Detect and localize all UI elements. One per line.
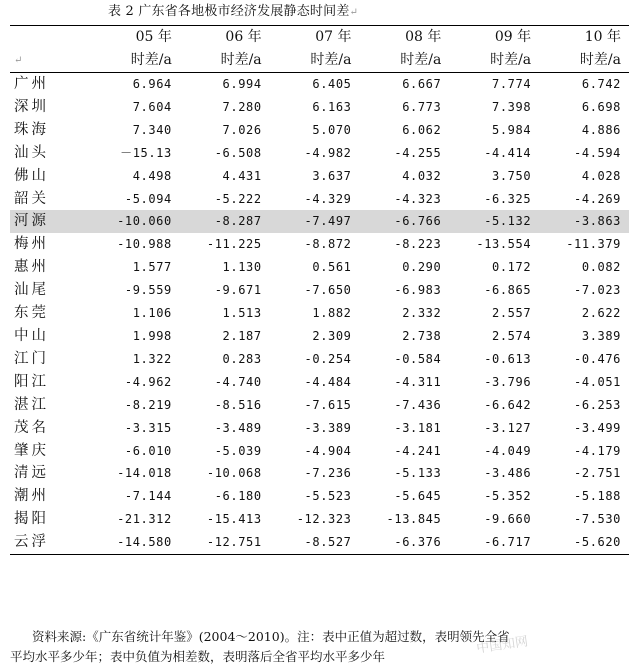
table-row bbox=[10, 371, 629, 394]
value-cell: 3.389 bbox=[581, 328, 621, 343]
value-cell: 2.622 bbox=[581, 306, 621, 321]
year-header: 08 年 bbox=[360, 26, 450, 49]
value-cell: 7.604 bbox=[132, 99, 172, 114]
note-line-2: 平均水平多少年；表中负值为相差数，表明落后全省平均水平多少年 bbox=[10, 649, 386, 664]
value-cell: -3.181 bbox=[394, 420, 442, 435]
value-cell: 4.886 bbox=[581, 122, 621, 137]
table-row bbox=[10, 440, 629, 463]
city-cell: 深圳 bbox=[14, 98, 49, 115]
table-row bbox=[10, 417, 629, 440]
value-cell: -8.516 bbox=[214, 397, 262, 412]
unit-header: 时差/a bbox=[449, 48, 539, 73]
city-cell: 汕头 bbox=[14, 144, 49, 161]
value-cell: -0.584 bbox=[394, 351, 442, 366]
unit-header: 时差/a bbox=[360, 48, 450, 73]
value-cell: -7.436 bbox=[394, 397, 442, 412]
value-cell: -4.179 bbox=[574, 443, 621, 458]
value-cell: -6.010 bbox=[124, 443, 172, 458]
value-cell: 6.062 bbox=[402, 122, 442, 137]
value-cell: 1.577 bbox=[132, 260, 172, 275]
value-cell: -7.615 bbox=[304, 397, 352, 412]
value-cell: 6.698 bbox=[581, 99, 621, 114]
unit-header: 时差/a bbox=[270, 48, 360, 73]
value-cell: -8.872 bbox=[304, 237, 352, 252]
value-cell: 7.026 bbox=[222, 122, 262, 137]
city-cell: 佛山 bbox=[14, 167, 49, 184]
value-cell: 1.882 bbox=[312, 306, 352, 321]
value-cell: -10.988 bbox=[117, 237, 172, 252]
time-difference-table bbox=[10, 25, 629, 555]
value-cell: -5.645 bbox=[394, 489, 442, 504]
value-cell: -5.039 bbox=[214, 443, 262, 458]
watermark: 中国知网 bbox=[475, 634, 530, 657]
value-cell: -3.796 bbox=[484, 374, 532, 389]
city-cell: 湛江 bbox=[14, 396, 49, 413]
value-cell: 0.290 bbox=[402, 260, 442, 275]
value-cell: -14.580 bbox=[90, 531, 180, 554]
table-row bbox=[10, 348, 629, 371]
value-cell: 2.309 bbox=[312, 328, 352, 343]
value-cell: -6.865 bbox=[484, 283, 532, 298]
value-cell: -11.225 bbox=[206, 237, 262, 252]
table-row bbox=[10, 485, 629, 508]
value-cell: -0.254 bbox=[304, 351, 352, 366]
value-cell: -3.389 bbox=[304, 420, 352, 435]
value-cell: 3.750 bbox=[492, 168, 532, 183]
city-cell: 广州 bbox=[14, 76, 49, 92]
value-cell: -9.671 bbox=[214, 283, 262, 298]
value-cell: 6.405 bbox=[312, 77, 352, 91]
value-cell: -4.414 bbox=[484, 145, 532, 160]
value-cell: -8.219 bbox=[124, 397, 172, 412]
value-cell: 1.322 bbox=[132, 351, 172, 366]
unit-header: 时差/a bbox=[180, 48, 270, 73]
value-cell: -5.352 bbox=[484, 489, 532, 504]
value-cell: 7.340 bbox=[132, 122, 172, 137]
value-cell: -9.559 bbox=[124, 283, 172, 298]
value-cell: -4.904 bbox=[304, 443, 352, 458]
year-header: 06 年 bbox=[180, 26, 270, 49]
year-header: 10 年 bbox=[539, 26, 629, 49]
unit-header: 时差/a bbox=[90, 48, 180, 73]
city-cell: 河源 bbox=[10, 210, 90, 233]
value-cell: -6.717 bbox=[449, 531, 539, 554]
value-cell: -4.051 bbox=[574, 374, 621, 389]
value-cell: -8.527 bbox=[270, 531, 360, 554]
table-title-text: 表 2 广东省各地极市经济发展静态时间差 bbox=[108, 4, 350, 19]
note-line-1: 资料来源:《广东省统计年鉴》(2004～2010)。注：表中正值为超过数，表明领先全省 bbox=[32, 629, 510, 644]
table-body bbox=[10, 73, 629, 555]
value-cell: 7.774 bbox=[492, 77, 532, 91]
city-cell: 肇庆 bbox=[14, 442, 49, 459]
value-cell: -10.060 bbox=[90, 210, 180, 233]
value-cell: -4.484 bbox=[304, 374, 352, 389]
value-cell: 5.984 bbox=[492, 122, 532, 137]
value-cell: -6.376 bbox=[360, 531, 450, 554]
value-cell: -4.962 bbox=[124, 374, 172, 389]
unit-header: 时差/a bbox=[539, 48, 629, 73]
value-cell: -5.094 bbox=[124, 191, 172, 206]
table-row bbox=[10, 394, 629, 417]
table-header bbox=[10, 26, 629, 73]
table-row bbox=[10, 142, 629, 165]
value-cell: -3.127 bbox=[484, 420, 532, 435]
value-cell: －15.13 bbox=[120, 145, 172, 160]
value-cell: -7.497 bbox=[270, 210, 360, 233]
value-cell: -5.222 bbox=[214, 191, 262, 206]
value-cell: -3.499 bbox=[574, 420, 621, 435]
value-cell: 6.773 bbox=[402, 99, 442, 114]
value-cell: -21.312 bbox=[117, 512, 172, 527]
value-cell: 4.498 bbox=[132, 168, 172, 183]
value-cell: -12.751 bbox=[180, 531, 270, 554]
city-cell: 韶关 bbox=[14, 190, 49, 207]
value-cell: 7.280 bbox=[222, 99, 262, 114]
city-cell: 云浮 bbox=[10, 531, 90, 554]
table-row bbox=[10, 325, 629, 348]
value-cell: 7.398 bbox=[492, 99, 532, 114]
value-cell: 1.130 bbox=[222, 260, 262, 275]
value-cell: -15.413 bbox=[206, 512, 262, 527]
value-cell: 2.332 bbox=[402, 306, 442, 321]
value-cell: 4.028 bbox=[581, 168, 621, 183]
value-cell: -3.315 bbox=[124, 420, 172, 435]
value-cell: -3.863 bbox=[539, 210, 629, 233]
value-cell: 0.561 bbox=[312, 260, 352, 275]
value-cell: 0.082 bbox=[581, 260, 621, 275]
table-row bbox=[10, 462, 629, 485]
value-cell: -6.508 bbox=[214, 145, 262, 160]
value-cell: -7.236 bbox=[304, 466, 352, 481]
table-row bbox=[10, 302, 629, 325]
value-cell: -4.049 bbox=[484, 443, 532, 458]
year-header: 05 年 bbox=[90, 26, 180, 49]
city-cell: 中山 bbox=[14, 327, 49, 344]
city-cell: 潮州 bbox=[14, 488, 49, 505]
value-cell: -4.269 bbox=[574, 191, 621, 206]
value-cell: -7.023 bbox=[574, 283, 621, 298]
city-cell: 东莞 bbox=[14, 305, 49, 322]
value-cell: -4.740 bbox=[214, 374, 262, 389]
source-note bbox=[10, 627, 629, 667]
city-cell: 汕尾 bbox=[14, 282, 49, 299]
value-cell: -4.982 bbox=[304, 145, 352, 160]
value-cell: 6.667 bbox=[402, 77, 442, 91]
value-cell: -9.660 bbox=[484, 512, 532, 527]
city-cell: 江门 bbox=[14, 350, 49, 367]
value-cell: -6.766 bbox=[360, 210, 450, 233]
city-cell: 茂名 bbox=[14, 419, 49, 436]
value-cell: -4.241 bbox=[394, 443, 442, 458]
value-cell: -6.325 bbox=[484, 191, 532, 206]
value-cell: 6.964 bbox=[132, 77, 172, 91]
table-row bbox=[10, 188, 629, 211]
value-cell: 5.070 bbox=[312, 122, 352, 137]
paragraph-mark: ↵ bbox=[349, 7, 359, 18]
year-header: 07 年 bbox=[270, 26, 360, 49]
value-cell: -6.642 bbox=[484, 397, 532, 412]
value-cell: -3.486 bbox=[484, 466, 532, 481]
value-cell: 6.163 bbox=[312, 99, 352, 114]
value-cell: -4.329 bbox=[304, 191, 352, 206]
value-cell: 6.742 bbox=[581, 77, 621, 91]
value-cell: -5.188 bbox=[574, 489, 621, 504]
value-cell: -7.530 bbox=[574, 512, 621, 527]
value-cell: 1.106 bbox=[132, 306, 172, 321]
value-cell: -6.983 bbox=[394, 283, 442, 298]
value-cell: -12.323 bbox=[296, 512, 352, 527]
table-row bbox=[10, 531, 629, 554]
value-cell: -6.180 bbox=[214, 489, 262, 504]
header-corner bbox=[10, 26, 90, 49]
value-cell: -14.018 bbox=[117, 466, 172, 481]
value-cell: 2.187 bbox=[222, 328, 262, 343]
value-cell: -8.287 bbox=[180, 210, 270, 233]
value-cell: -6.253 bbox=[574, 397, 621, 412]
value-cell: -4.311 bbox=[394, 374, 442, 389]
value-cell: 6.994 bbox=[222, 77, 262, 91]
value-cell: -4.323 bbox=[394, 191, 442, 206]
value-cell: -3.489 bbox=[214, 420, 262, 435]
value-cell: 1.998 bbox=[132, 328, 172, 343]
value-cell: 2.738 bbox=[402, 328, 442, 343]
value-cell: -7.650 bbox=[304, 283, 352, 298]
value-cell: -11.379 bbox=[566, 237, 621, 252]
city-cell: 揭阳 bbox=[14, 511, 49, 528]
table-title bbox=[108, 2, 358, 22]
value-cell: -0.613 bbox=[484, 351, 532, 366]
value-cell: -0.476 bbox=[574, 351, 621, 366]
table-row bbox=[10, 210, 629, 233]
year-header: 09 年 bbox=[449, 26, 539, 49]
value-cell: -8.223 bbox=[394, 237, 442, 252]
value-cell: -7.144 bbox=[124, 489, 172, 504]
value-cell: -5.132 bbox=[449, 210, 539, 233]
value-cell: -13.554 bbox=[476, 237, 532, 252]
header-corner-mark bbox=[10, 48, 90, 73]
value-cell: 3.637 bbox=[312, 168, 352, 183]
table-row bbox=[10, 165, 629, 188]
value-cell: 0.172 bbox=[492, 260, 532, 275]
value-cell: -5.133 bbox=[394, 466, 442, 481]
value-cell: -2.751 bbox=[574, 466, 621, 481]
value-cell: 2.557 bbox=[492, 306, 532, 321]
city-cell: 梅州 bbox=[14, 236, 49, 253]
value-cell: -13.845 bbox=[386, 512, 442, 527]
table-row bbox=[10, 508, 629, 531]
city-cell: 阳江 bbox=[14, 373, 49, 390]
city-cell: 清远 bbox=[14, 465, 49, 482]
table-row bbox=[10, 73, 629, 96]
value-cell: 4.032 bbox=[402, 168, 442, 183]
value-cell: -10.068 bbox=[206, 466, 262, 481]
header-row-units bbox=[10, 48, 629, 73]
header-row-years bbox=[10, 26, 629, 49]
value-cell: 0.283 bbox=[222, 351, 262, 366]
table-row bbox=[10, 279, 629, 302]
table-row bbox=[10, 256, 629, 279]
city-cell: 珠海 bbox=[14, 121, 49, 138]
value-cell: -4.594 bbox=[574, 145, 621, 160]
value-cell: -5.620 bbox=[539, 531, 629, 554]
value-cell: 1.513 bbox=[222, 306, 262, 321]
table-row bbox=[10, 96, 629, 119]
value-cell: -5.523 bbox=[304, 489, 352, 504]
paragraph-mark: ↵ bbox=[14, 55, 23, 66]
value-cell: 4.431 bbox=[222, 168, 262, 183]
table-row bbox=[10, 119, 629, 142]
city-cell: 惠州 bbox=[14, 259, 49, 276]
value-cell: -4.255 bbox=[394, 145, 442, 160]
value-cell: 2.574 bbox=[492, 328, 532, 343]
table-row bbox=[10, 233, 629, 256]
